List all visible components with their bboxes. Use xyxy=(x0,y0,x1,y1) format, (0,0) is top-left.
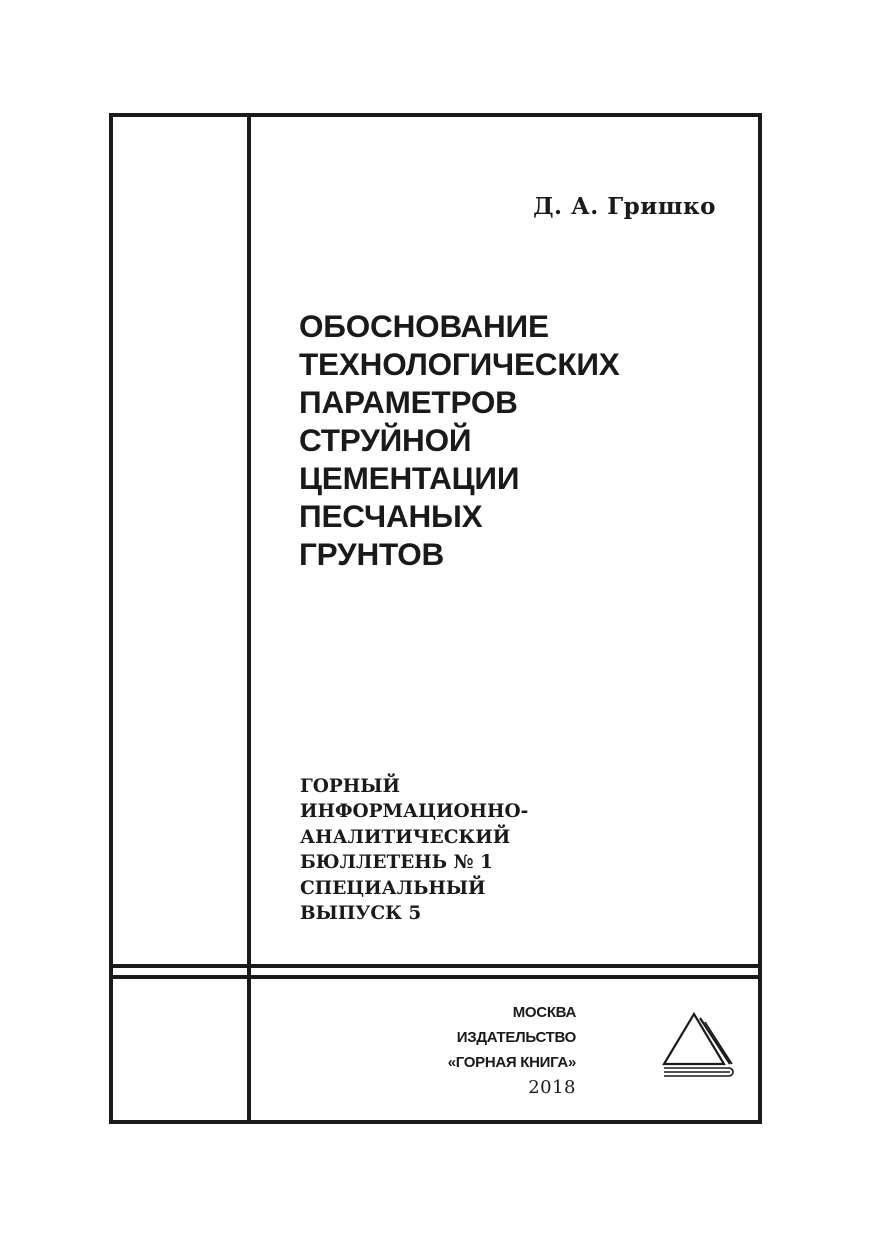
frame-horizontal-divider-upper xyxy=(109,964,762,968)
series-line: ГОРНЫЙ xyxy=(300,776,400,797)
publisher-block xyxy=(448,1000,576,1100)
series-line: БЮЛЛЕТЕНЬ № 1 xyxy=(300,852,493,874)
frame-horizontal-divider-lower xyxy=(109,975,762,979)
series-line: ИНФОРМАЦИОННО- xyxy=(300,801,529,823)
title-line: СТРУЙНОЙ xyxy=(299,422,472,458)
frame-inner-vertical-divider xyxy=(247,113,251,1124)
author-name: Д. А. Гришко xyxy=(533,193,716,220)
publisher-name: «ГОРНАЯ КНИГА» xyxy=(447,1054,576,1071)
title-line: ТЕХНОЛОГИЧЕСКИХ xyxy=(299,346,620,382)
title-line: ПАРАМЕТРОВ xyxy=(299,384,518,420)
series-info xyxy=(300,774,528,926)
publisher-label: ИЗДАТЕЛЬСТВО xyxy=(456,1029,576,1046)
frame-left-border xyxy=(109,113,113,1124)
series-line: СПЕЦИАЛЬНЫЙ xyxy=(300,877,486,899)
series-line: АНАЛИТИЧЕСКИЙ xyxy=(300,826,511,848)
frame-right-border xyxy=(758,113,762,1124)
book-title xyxy=(299,307,620,573)
publication-year: 2018 xyxy=(528,1077,576,1098)
publisher-logo-icon xyxy=(660,1010,734,1082)
title-line: ПЕСЧАНЫХ xyxy=(299,498,483,534)
publisher-city: МОСКВА xyxy=(512,1004,576,1021)
frame-top-border xyxy=(109,113,762,117)
title-line: ОБОСНОВАНИЕ xyxy=(299,308,549,344)
series-line: ВЫПУСК 5 xyxy=(300,903,422,925)
title-line: ГРУНТОВ xyxy=(299,536,445,572)
frame-bottom-border xyxy=(109,1120,762,1124)
title-line: ЦЕМЕНТАЦИИ xyxy=(299,460,520,496)
